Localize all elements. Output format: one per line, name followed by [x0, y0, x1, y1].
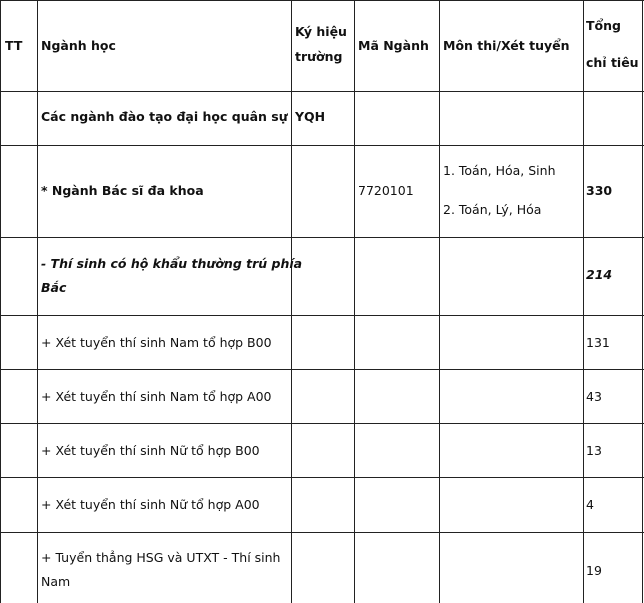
row-divider: [0, 237, 644, 238]
header-ma-nganh: Mã Ngành: [358, 38, 429, 53]
row-tong: 13: [586, 443, 602, 458]
header-tt: TT: [5, 38, 23, 53]
row-tong: 43: [586, 389, 602, 404]
row-divider: [0, 477, 644, 478]
row-divider: [0, 315, 644, 316]
row-mon-thi-1: 1. Toán, Hóa, Sinh: [443, 163, 556, 178]
row-nganh: + Xét tuyển thí sinh Nam tổ hợp B00: [41, 335, 272, 350]
table-border-right: [642, 0, 643, 603]
row-ky-hieu: YQH: [295, 109, 326, 124]
col-divider: [583, 0, 584, 603]
row-nganh: + Xét tuyển thí sinh Nữ tổ hợp A00: [41, 497, 260, 512]
row-mon-thi-2: 2. Toán, Lý, Hóa: [443, 202, 542, 217]
header-mon-thi: Môn thi/Xét tuyển: [443, 38, 570, 53]
row-nganh: + Xét tuyển thí sinh Nam tổ hợp A00: [41, 389, 272, 404]
row-nganh-title: Các ngành đào tạo đại học quân sự: [41, 109, 288, 124]
row-divider: [0, 423, 644, 424]
header-ky-hieu-line2: trường: [295, 49, 343, 64]
row-nganh: + Xét tuyển thí sinh Nữ tổ hợp B00: [41, 443, 260, 458]
table-border-top: [0, 0, 644, 1]
row-nganh-line2: Bắc: [41, 280, 67, 295]
col-divider: [439, 0, 440, 603]
header-tong-line2: chỉ tiêu: [586, 55, 639, 70]
table-border-left: [0, 0, 1, 603]
col-divider: [354, 0, 355, 603]
header-tong-line1: Tổng: [586, 18, 621, 33]
row-tong: 214: [586, 267, 613, 282]
col-divider: [37, 0, 38, 603]
row-tong: 19: [586, 563, 602, 578]
row-ma-nganh: 7720101: [358, 183, 414, 198]
header-ky-hieu-line1: Ký hiệu: [295, 24, 347, 39]
header-nganh-hoc: Ngành học: [41, 38, 116, 53]
row-divider: [0, 369, 644, 370]
row-nganh-line1: - Thí sinh có hộ khẩu thường trú phía: [41, 256, 303, 271]
row-nganh-bac-si: * Ngành Bác sĩ đa khoa: [41, 183, 204, 198]
row-nganh-line2: Nam: [41, 574, 71, 589]
row-tong: 4: [586, 497, 594, 512]
row-divider: [0, 91, 644, 92]
row-divider: [0, 532, 644, 533]
row-nganh-line1: + Tuyển thẳng HSG và UTXT - Thí sinh: [41, 550, 281, 565]
row-tong: 330: [586, 183, 613, 198]
row-divider: [0, 145, 644, 146]
row-tong: 131: [586, 335, 610, 350]
col-divider: [291, 0, 292, 603]
